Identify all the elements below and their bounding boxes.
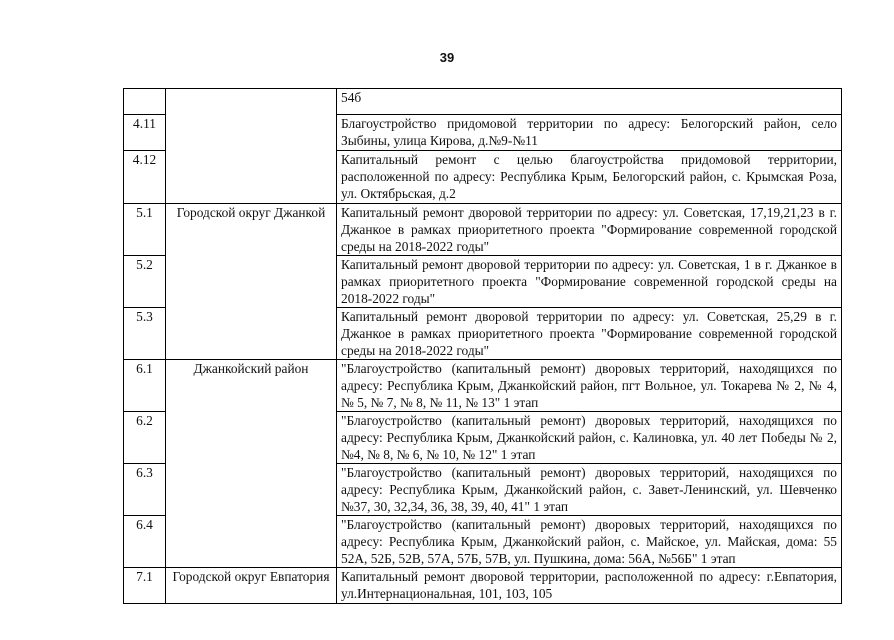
work-description: Благоустройство придомовой территории по адресу: Белогорский район, село Зыбины, улица Кирова, д.№9-№11 (337, 115, 842, 151)
work-description: "Благоустройство (капитальный ремонт) дворовых территорий, находящихся по адресу: Республика Крым, Джанкойский район, с. Майское, ул. Майская, дома: 55 52А, 52Б, 52В, 57А, 57Б, 57В, ул. Пушкина, дома: 56А, №56Б" 1 этап (337, 516, 842, 568)
work-description: 54б (337, 89, 842, 115)
region-evpatoria: Городской округ Евпатория (166, 568, 337, 604)
row-number: 5.1 (124, 204, 166, 256)
work-description: Капитальный ремонт дворовой территории по адресу: ул. Советская, 25,29 в г. Джанкое в рамках приоритетного проекта "Формирование современной городской среды на 2018-2022 годы" (337, 308, 842, 360)
row-number: 6.4 (124, 516, 166, 568)
work-description: Капитальный ремонт дворовой территории, расположенной по адресу: г.Евпатория, ул.Интернациональная, 101, 103, 105 (337, 568, 842, 604)
table-row (124, 568, 842, 604)
works-table (123, 88, 842, 604)
table-row (124, 360, 842, 412)
row-number: 6.1 (124, 360, 166, 412)
work-description: "Благоустройство (капитальный ремонт) дворовых территорий, находящихся по адресу: Республика Крым, Джанкойский район, с. Калиновка, ул. 40 лет Победы № 2, №4, № 8, № 6, № 10, № 12" 1 этап (337, 412, 842, 464)
work-description: Капитальный ремонт с целью благоустройства придомовой территории, расположенной по адресу: Республика Крым, Белогорский район, с. Крымская Роза, ул. Октябрьская, д.2 (337, 151, 842, 204)
work-description: Капитальный ремонт дворовой территории по адресу: ул. Советская, 17,19,21,23 в г. Джанкое в рамках приоритетного проекта "Формирование современной городской среды на 2018-2022 годы" (337, 204, 842, 256)
row-number: 6.2 (124, 412, 166, 464)
work-description: "Благоустройство (капитальный ремонт) дворовых территорий, находящихся по адресу: Республика Крым, Джанкойский район, пгт Вольное, ул. Токарева № 2, № 4, № 5, № 7, № 8, № 11, № 13" 1 этап (337, 360, 842, 412)
row-number: 5.2 (124, 256, 166, 308)
region-dzhankoy-district: Джанкойский район (166, 360, 337, 568)
row-number: 7.1 (124, 568, 166, 604)
row-number: 6.3 (124, 464, 166, 516)
page-number: 39 (439, 50, 455, 65)
region-dzhankoy-city: Городской округ Джанкой (166, 204, 337, 360)
row-number: 5.3 (124, 308, 166, 360)
table-row (124, 204, 842, 256)
table-row (124, 89, 842, 115)
row-number: 4.11 (124, 115, 166, 151)
work-description: "Благоустройство (капитальный ремонт) дворовых территорий, находящихся по адресу: Республика Крым, Джанкойский район, с. Завет-Ленинский, ул. Шевченко №37, 30, 32,34, 36, 38, 39, 40, 41" 1 этап (337, 464, 842, 516)
row-number (124, 89, 166, 115)
region-cell-empty (166, 89, 337, 204)
row-number: 4.12 (124, 151, 166, 204)
work-description: Капитальный ремонт дворовой территории по адресу: ул. Советская, 1 в г. Джанкое в рамках приоритетного проекта "Формирование современной городской среды на 2018-2022 годы" (337, 256, 842, 308)
